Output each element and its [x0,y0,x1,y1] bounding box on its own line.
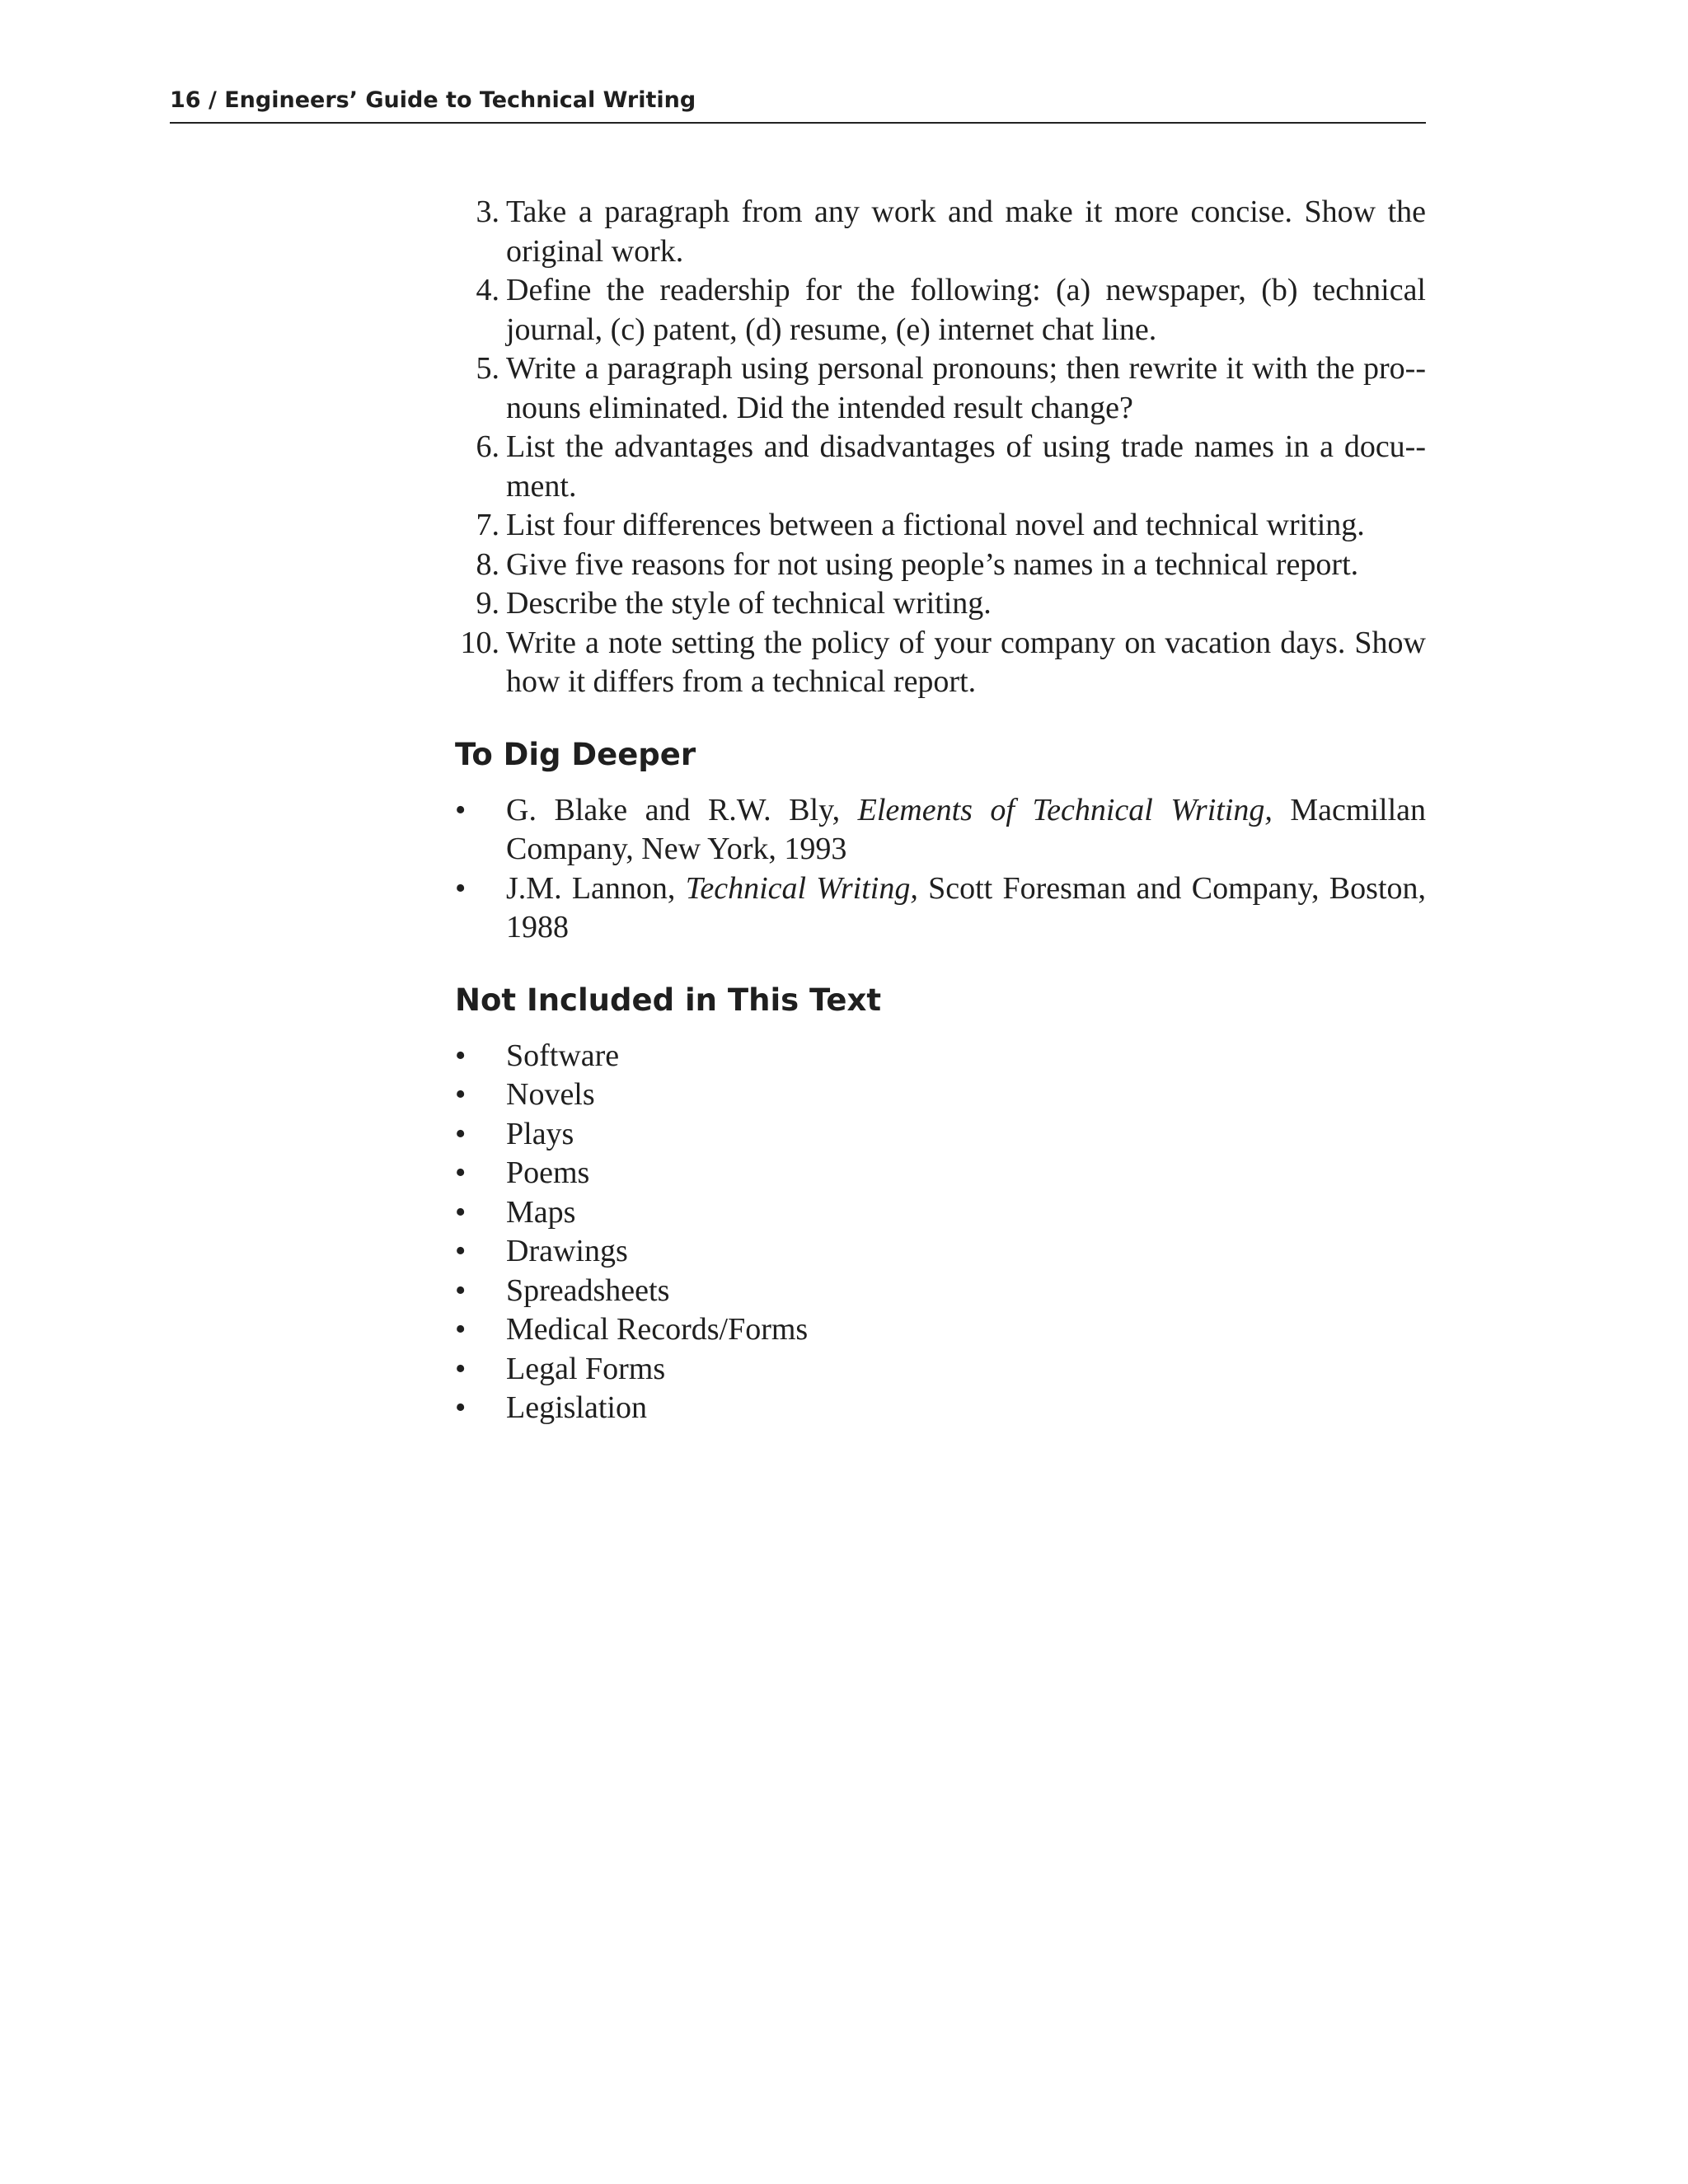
running-head: 16 / Engineers’ Guide to Technical Writing [170,82,1426,124]
list-item [455,1037,1426,1076]
bullet: • [455,1312,467,1347]
exercise-number: 8. [476,546,499,582]
exercise-number: 10. [460,625,499,660]
list-item [455,1115,1426,1155]
reference-list [455,791,1426,948]
exercise-text: Write a paragraph using personal pronouns; then rewrite it with the pro-nouns eliminated. Did the intended result change? [506,351,1426,425]
exercise-list [455,193,1426,702]
exercise-text: Give five reasons for not using people’s names in a technical report. [506,546,1359,582]
not-included-list [455,1037,1426,1428]
bullet: • [455,1155,467,1190]
list-item-text: Novels [506,1077,595,1112]
list-item [455,1076,1426,1115]
reference-publisher: Scott Foresman and Company, Boston, 1988 [506,870,1427,944]
list-item-text: Medical Records/Forms [506,1312,809,1347]
exercise-number: 9. [476,586,499,621]
exercise-item [455,506,1426,546]
reference-item [455,791,1426,869]
exercise-text: Describe the style of technical writing. [506,586,992,621]
reference-title: Elements of Technical Writing, [857,792,1273,827]
not-included-heading: Not Included in This Text [455,982,882,1018]
reference-item [455,869,1426,948]
reference-authors: G. Blake and R.W. Bly, [506,792,858,827]
exercise-item [455,349,1426,428]
list-item-text: Spreadsheets [506,1272,670,1308]
reference-authors: J.M. Lannon, [506,870,686,906]
list-item-text: Software [506,1038,620,1073]
exercise-item [455,546,1426,585]
page-body [455,193,1426,1428]
exercise-number: 7. [476,508,499,542]
bullet: • [455,1038,467,1073]
exercise-text: Define the readership for the following: (a) newspaper, (b) technical journal, (c) patent, (d) resume, (e) internet chat line. [506,273,1426,347]
list-item-text: Plays [506,1116,574,1151]
reference-title: Technical Writing, [685,870,918,906]
bullet: • [455,1272,467,1308]
list-item-text: Legislation [506,1390,647,1425]
exercise-text: List the advantages and disadvantages of using trade names in a docu-ment. [506,429,1426,504]
bullet: • [455,792,467,827]
exercise-item [455,428,1426,506]
bullet: • [455,870,467,906]
exercise-item [455,584,1426,624]
dig-deeper-heading: To Dig Deeper [455,736,696,772]
bullet: • [455,1351,467,1386]
list-item-text: Drawings [506,1234,628,1268]
list-item-text: Maps [506,1194,576,1230]
exercise-text: List four differences between a fictional novel and technical writing. [506,508,1365,542]
exercise-number: 6. [476,429,499,464]
exercise-text: Write a note setting the policy of your company on vacation days. Show how it differs from a technical report. [506,625,1426,699]
list-item [455,1154,1426,1193]
list-item-text: Poems [506,1155,590,1190]
bullet: • [455,1234,467,1268]
list-item-text: Legal Forms [506,1351,666,1386]
list-item [455,1350,1426,1390]
exercise-number: 3. [476,194,499,229]
list-item [455,1193,1426,1233]
list-item [455,1310,1426,1350]
bullet: • [455,1077,467,1112]
exercise-item [455,271,1426,349]
list-item [455,1389,1426,1428]
list-item [455,1232,1426,1272]
exercise-text: Take a paragraph from any work and make it more concise. Show the original work. [506,194,1426,269]
exercise-item [455,624,1426,702]
exercise-number: 4. [476,273,499,307]
list-item [455,1272,1426,1311]
bullet: • [455,1116,467,1151]
exercise-number: 5. [476,351,499,386]
bullet: • [455,1194,467,1230]
exercise-item [455,193,1426,271]
reference-publisher: Macmillan Company, New York, 1993 [506,792,1426,866]
bullet: • [455,1390,467,1425]
